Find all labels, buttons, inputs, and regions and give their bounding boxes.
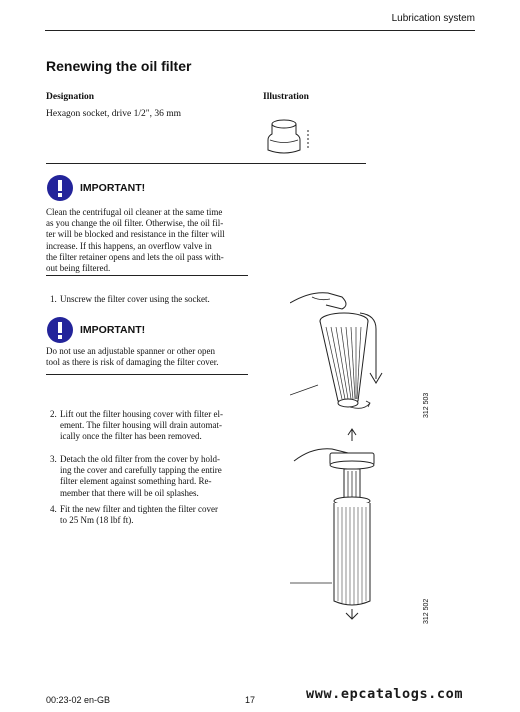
important-note-text — [46, 346, 251, 368]
note-line: as you change the oil filter. Otherwise, the oil fil- — [46, 218, 224, 229]
note-line: increase. If this happens, an overflow valve in — [46, 240, 212, 251]
section-divider — [46, 275, 248, 276]
step-line: Detach the old filter from the cover by hold- — [60, 454, 220, 464]
note-line: Clean the centrifugal oil cleaner at the same time — [46, 207, 223, 217]
note-line: the filter retainer opens and lets the oil pass with- — [46, 251, 224, 262]
step-number: 3. — [50, 454, 57, 464]
step-line: ically once the filter has been removed. — [60, 431, 202, 442]
important-title: IMPORTANT! — [80, 182, 146, 194]
step-text — [60, 409, 246, 443]
step-line: ement. The filter housing will drain automat- — [60, 420, 223, 431]
step-line: ing the cover and carefully tapping the entire — [60, 465, 222, 476]
footer-document-code: 00:23-02 en-GB — [46, 695, 111, 705]
watermark-url[interactable]: www.epcatalogs.com — [306, 686, 464, 702]
step-number: 1. — [50, 294, 57, 304]
step-line: Fit the new filter and tighten the filter cover — [60, 504, 218, 514]
step-text — [60, 294, 246, 305]
designation-header: Designation — [46, 92, 95, 102]
note-line: Do not use an adjustable spanner or other open — [46, 346, 215, 356]
important-icon — [46, 316, 74, 344]
section-header: Lubrication system — [391, 13, 475, 24]
step-text — [60, 454, 246, 499]
important-note-text — [46, 207, 246, 274]
page-title: Renewing the oil filter — [46, 58, 192, 74]
section-divider — [46, 374, 248, 375]
note-line: out being filtered. — [46, 263, 111, 274]
step-line: to 25 Nm (18 lbf ft). — [60, 515, 134, 526]
hexagon-socket-illustration — [264, 116, 324, 160]
illustration-header: Illustration — [263, 92, 309, 102]
unscrew-filter-illustration — [290, 283, 410, 423]
figure-code: 312 502 — [423, 598, 430, 624]
important-icon — [46, 174, 74, 202]
step-line: Unscrew the filter cover using the socket. — [60, 294, 210, 304]
header-rule — [45, 30, 475, 31]
step-text — [60, 504, 246, 526]
step-number: 2. — [50, 409, 57, 419]
important-title: IMPORTANT! — [80, 324, 146, 336]
table-rule — [46, 163, 366, 164]
note-line: tool as there is risk of damaging the filter cover. — [46, 357, 219, 368]
figure-code: 312 503 — [423, 392, 430, 418]
step-line: Lift out the filter housing cover with filter el- — [60, 409, 223, 419]
detach-filter-illustration — [290, 425, 410, 625]
step-line: member that there will be oil splashes. — [60, 487, 199, 498]
footer-page-number: 17 — [245, 695, 256, 705]
note-line: ter will be blocked and resistance in the filter will — [46, 229, 225, 240]
designation-value: Hexagon socket, drive 1/2", 36 mm — [46, 109, 182, 119]
step-line: filter element against something hard. Re- — [60, 476, 212, 487]
step-number: 4. — [50, 504, 57, 514]
